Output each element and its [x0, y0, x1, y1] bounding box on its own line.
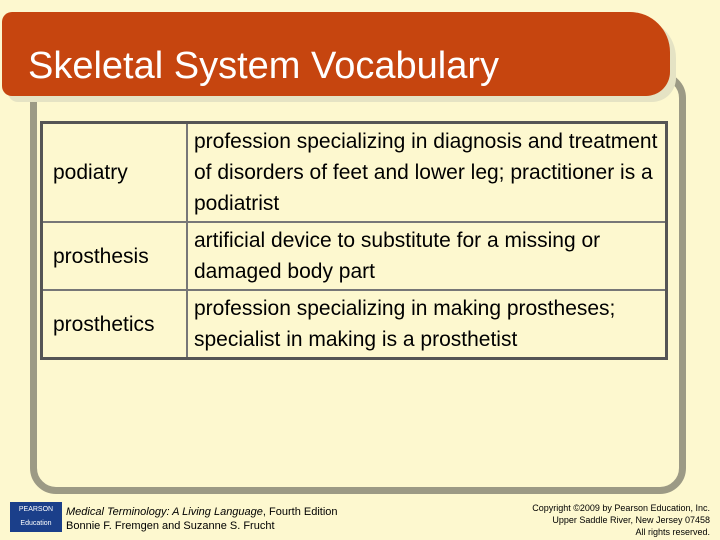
title-bar — [2, 12, 670, 96]
logo-text-top: PEARSON — [18, 506, 54, 513]
book-citation — [66, 505, 338, 533]
definition-cell: artificial device to substitute for a missing or damaged body part — [187, 222, 667, 290]
term-cell: prosthesis — [42, 222, 188, 290]
table-row — [42, 222, 667, 290]
copyright-address: Upper Saddle River, New Jersey 07458 — [552, 515, 710, 525]
copyright-notice — [532, 502, 710, 538]
book-authors: Bonnie F. Fremgen and Suzanne S. Frucht — [66, 520, 275, 532]
copyright-rights: All rights reserved. — [635, 527, 710, 537]
copyright-line: Copyright ©2009 by Pearson Education, Inc. — [532, 503, 710, 513]
definition-cell: profession specializing in making prostheses; specialist in making is a prosthetist — [187, 290, 667, 359]
logo-text-bottom: Education — [20, 520, 52, 527]
definition-cell: profession specializing in diagnosis and treatment of disorders of feet and lower leg; practitioner is a podiatrist — [187, 123, 667, 223]
book-title: Medical Terminology: A Living Language — [66, 506, 263, 518]
table-row — [42, 290, 667, 359]
table-row — [42, 123, 667, 223]
book-edition: , Fourth Edition — [262, 506, 338, 518]
vocabulary-table — [40, 121, 668, 360]
publisher-logo — [10, 502, 62, 532]
slide-title: Skeletal System Vocabulary — [28, 45, 500, 87]
book-title-line — [66, 505, 338, 519]
term-cell: podiatry — [42, 123, 188, 223]
term-cell: prosthetics — [42, 290, 188, 359]
